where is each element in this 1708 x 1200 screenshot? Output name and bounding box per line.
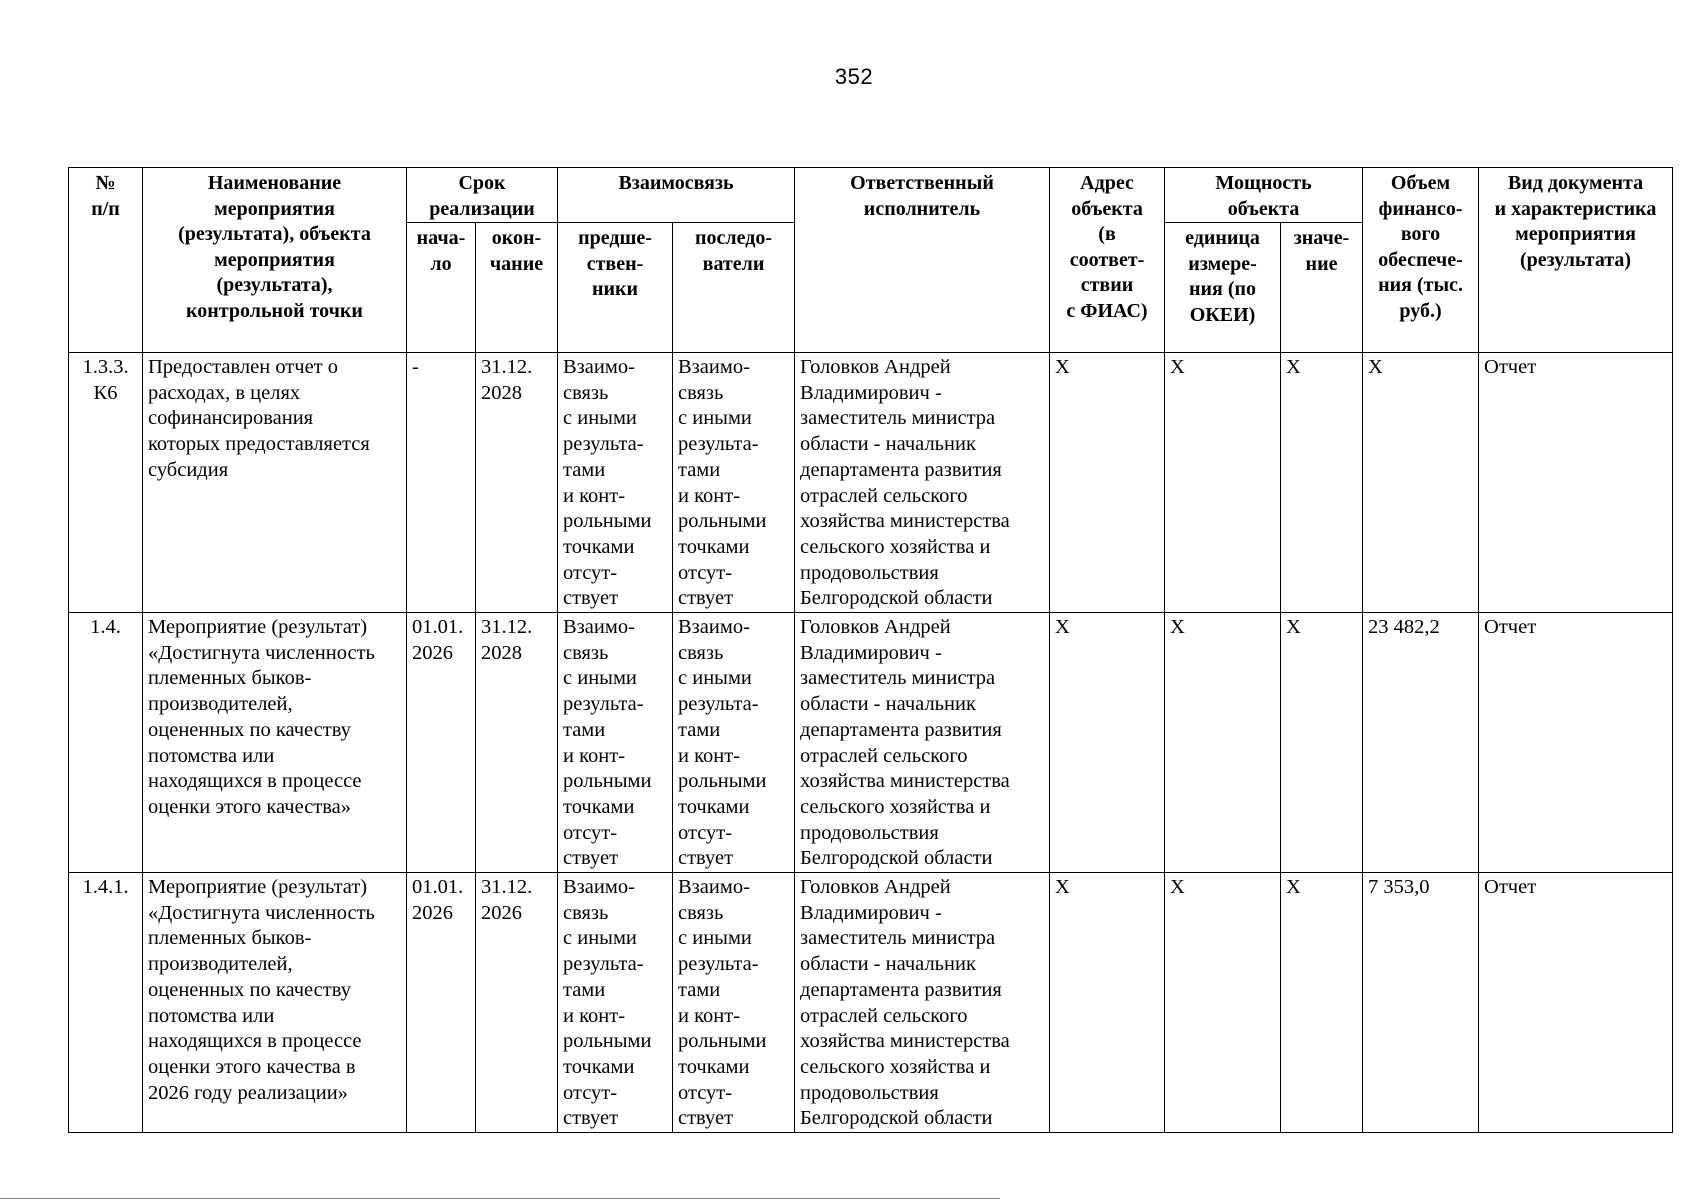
cell-line: которых предоставляется [148,433,370,456]
cell-line: результа- [563,693,644,716]
cell-line: департамента развития [800,458,1002,481]
cell-line: с иными [563,927,637,950]
cell-line: отраслей сельского [800,484,968,507]
cell-line: 31.12. [481,876,533,899]
row-start [407,353,476,613]
header-address [1050,168,1165,353]
cell-line: оцененных по качеству [148,718,351,741]
row-num [69,353,143,613]
cell-line: отсут- [563,561,618,584]
row-doc: Отчет [1479,613,1673,873]
row-num [69,613,143,873]
cell-line: и конт- [563,1004,626,1027]
header-name [143,168,407,353]
cell-line: связь [563,901,609,924]
cell-line: результа- [678,433,759,456]
table-body [69,353,1673,1133]
cell-line: 31.12. [481,616,533,639]
cell-line: мероприятия [1515,223,1636,245]
cell-line: находящихся в процессе [148,770,362,793]
cell-line: последо- [695,227,773,249]
row-end [476,353,558,613]
row-value: X [1281,353,1363,613]
row-address: X [1050,613,1165,873]
cell-line: Головков Андрей [800,876,951,899]
cell-line: Взаимо- [563,876,635,899]
row-address: X [1050,873,1165,1133]
row-value: X [1281,613,1363,873]
cell-line: сельского хозяйства и [800,795,991,818]
cell-line: племенных быков- [148,927,312,950]
cell-line: ния (тыс. [1378,274,1463,296]
cell-line: ники [591,278,639,300]
cell-line: связь [563,641,609,664]
cell-line: ствует [563,1107,619,1130]
header-link-prev [558,223,673,353]
cell-line: Взаимо- [678,616,750,639]
row-unit: X [1165,353,1281,613]
cell-line: потомства или [148,744,275,767]
cell-line: 2026 [412,901,453,924]
row-finance: 7 353,0 [1363,873,1479,1133]
cell-line: Мощность [1215,172,1312,194]
cell-line: объекта [1227,197,1300,220]
row-responsible [795,873,1050,1133]
cell-line: Срок [458,172,506,194]
cell-line: Мероприятие (результат) [148,616,368,639]
cell-line: 2026 [412,641,453,664]
cell-line: ние [1305,252,1338,275]
cell-line: связь [678,901,724,924]
cell-line: окон- [491,227,542,249]
row-responsible [795,613,1050,873]
cell-line: Взаимо- [563,616,635,639]
cell-line: тами [678,978,721,1001]
row-responsible [795,353,1050,613]
cell-line: 2028 [481,381,522,404]
cell-line: с иными [678,667,752,690]
cell-line: 2028 [481,641,522,664]
bottom-rule [0,1198,1000,1199]
cell-line: оцененных по качеству [148,978,351,1001]
cell-line: Ответственный [850,172,994,194]
cell-line: Мероприятие (результат) [148,876,368,899]
cell-line: измере- [1188,252,1257,275]
cell-line: области - начальник [800,433,976,456]
cell-line: 01.01. [412,876,464,899]
cell-line: с ФИАС) [1066,299,1148,322]
cell-line: Объем [1390,172,1451,194]
cell-line: мероприятия [214,248,335,271]
cell-line: нача- [416,227,466,249]
cell-line: результа- [563,433,644,456]
cell-line: ствует [563,847,619,870]
cell-line: 1.4. [90,616,121,639]
cell-line: продовольствия [800,821,939,844]
cell-line: производителей, [148,693,293,716]
cell-line: рольными [678,510,767,533]
header-term [407,168,558,223]
header-term-end [476,223,558,353]
table-header [69,168,1673,353]
row-value: X [1281,873,1363,1133]
cell-line: департамента развития [800,978,1002,1001]
cell-line: отсут- [563,821,618,844]
cell-line: ния (по [1188,278,1257,300]
cell-line: (результата), объекта [178,223,371,245]
cell-line: Владимирович - [800,641,942,664]
row-next [673,353,795,613]
cell-line: 31.12. [481,356,533,378]
header-finance [1363,168,1479,353]
cell-line: точками [563,535,635,558]
cell-line: Владимирович - [800,901,942,924]
cell-line: хозяйства министерства [800,510,1010,533]
cell-line: ствует [678,587,734,610]
cell-line: заместитель министра [800,667,996,690]
row-start [407,613,476,873]
cell-line: К6 [93,381,118,404]
cell-line: рольными [678,1030,767,1053]
cell-line: области - начальник [800,953,976,976]
cell-line: тами [678,718,721,741]
cell-line: п/п [91,197,120,220]
header-link-next [673,223,795,353]
cell-line: и конт- [563,484,626,507]
cell-line: ло [430,252,452,275]
cell-line: рольными [563,510,652,533]
cell-line: производителей, [148,953,293,976]
cell-line: сельского хозяйства и [800,535,991,558]
cell-line: ствует [678,847,734,870]
row-start [407,873,476,1133]
cell-line: ствии [1080,274,1134,296]
cell-line: рольными [563,1030,652,1053]
cell-line: отсут- [678,1081,733,1104]
cell-line: тами [678,458,721,481]
cell-line: Наименование [207,172,342,194]
header-num [69,168,143,353]
cell-line: отсут- [678,561,733,584]
cell-line: и конт- [678,1004,741,1027]
cell-line: связь [678,641,724,664]
cell-line: находящихся в процессе [148,1030,362,1053]
cell-line: и конт- [678,744,741,767]
row-finance: 23 482,2 [1363,613,1479,873]
row-doc: Отчет [1479,353,1673,613]
row-doc: Отчет [1479,873,1673,1133]
cell-line: Белгородской области [800,847,993,870]
cell-line: области - начальник [800,693,976,716]
cell-line: финансо- [1378,197,1463,220]
cell-line: Взаимо- [678,356,750,378]
header-doc-type [1479,168,1673,353]
cell-line: заместитель министра [800,407,996,430]
cell-line: предше- [578,227,652,249]
cell-line: Головков Андрей [800,356,951,378]
table-row [69,353,1673,613]
cell-line: ствует [678,1107,734,1130]
cell-line: племенных быков- [148,667,312,690]
cell-line: (в [1098,223,1116,245]
row-unit: X [1165,873,1281,1133]
cell-line: точками [678,1055,750,1078]
cell-line: рольными [563,770,652,793]
header-capacity [1165,168,1363,223]
row-prev [558,873,673,1133]
cell-line: - [412,356,419,378]
cell-line: 2026 году реализации» [148,1081,348,1104]
cell-line: Владимирович - [800,381,942,404]
cell-line: хозяйства министерства [800,770,1010,793]
cell-line: ствует [563,587,619,610]
cell-line: софинансирования [148,407,314,430]
cell-line: чание [489,252,544,275]
cell-line: ватели [702,252,765,275]
cell-line: и конт- [563,744,626,767]
cell-line: точками [678,535,750,558]
cell-line: Головков Андрей [800,616,951,639]
row-end [476,613,558,873]
row-finance: X [1363,353,1479,613]
cell-line: «Достигнута численность [148,641,375,664]
header-responsible [795,168,1050,353]
row-next [673,613,795,873]
cell-line: рольными [678,770,767,793]
cell-line: тами [563,978,606,1001]
cell-line: отсут- [678,821,733,844]
row-address: X [1050,353,1165,613]
cell-line: № [95,172,116,194]
cell-line: расходах, в целях [148,381,301,404]
cell-line: продовольствия [800,561,939,584]
cell-line: Взаимо- [563,356,635,378]
cell-line: руб.) [1399,299,1442,322]
cell-line: реализации [429,197,535,220]
cell-line: (результата), [216,274,333,296]
cell-line: 01.01. [412,616,464,639]
cell-line: отсут- [563,1081,618,1104]
cell-line: единица [1185,227,1260,249]
cell-line: связь [678,381,724,404]
row-name [143,873,407,1133]
cell-line: отраслей сельского [800,744,968,767]
cell-line: точками [563,1055,635,1078]
cell-line: связь [563,381,609,404]
row-num [69,873,143,1133]
cell-line: Белгородской области [800,1107,993,1130]
cell-line: оценки этого качества» [148,795,352,818]
row-next [673,873,795,1133]
cell-line: с иными [678,927,752,950]
row-prev [558,613,673,873]
cell-line: с иными [563,407,637,430]
table-row [69,613,1673,873]
cell-line: с иными [563,667,637,690]
cell-line: обеспече- [1378,248,1463,271]
header-capacity-unit [1165,223,1281,353]
row-unit: X [1165,613,1281,873]
cell-line: Адрес [1080,172,1134,194]
cell-line: сельского хозяйства и [800,1055,991,1078]
cell-line: и характеристика [1494,197,1657,220]
cell-line: продовольствия [800,1081,939,1104]
row-end [476,873,558,1133]
cell-line: 1.3.3. [82,356,129,378]
cell-line: тами [563,718,606,741]
cell-line: ОКЕИ) [1189,303,1256,326]
cell-line: 1.4.1. [82,876,129,899]
cell-line: субсидия [148,458,229,481]
cell-line: ствен- [586,252,644,275]
cell-line: объекта [1071,197,1143,220]
cell-line: исполнитель [863,197,981,220]
cell-line: точками [563,795,635,818]
row-name [143,613,407,873]
cell-line: Взаимо- [678,876,750,899]
cell-line: мероприятия [214,197,335,220]
cell-line: (результата) [1519,248,1632,271]
cell-line: оценки этого качества в [148,1055,356,1078]
cell-line: хозяйства министерства [800,1030,1010,1053]
cell-line: Белгородской области [800,587,993,610]
page-number: 352 [834,64,874,89]
cell-line: с иными [678,407,752,430]
row-prev [558,353,673,613]
cell-line: департамента развития [800,718,1002,741]
cell-line: вого [1400,223,1441,245]
cell-line: результа- [678,953,759,976]
header-link [558,168,795,223]
cell-line: результа- [678,693,759,716]
cell-line: Предоставлен отчет о [148,356,338,378]
cell-line: тами [563,458,606,481]
cell-line: значе- [1293,227,1350,249]
row-name [143,353,407,613]
header-capacity-value [1281,223,1363,353]
cell-line: отраслей сельского [800,1004,968,1027]
cell-line: «Достигнута численность [148,901,375,924]
table-row [69,873,1673,1133]
cell-line: Вид документа [1507,172,1644,194]
cell-line: заместитель министра [800,927,996,950]
cell-line: 2026 [481,901,522,924]
cell-line: потомства или [148,1004,275,1027]
cell-line: соответ- [1069,248,1145,271]
cell-line: точками [678,795,750,818]
cell-line: результа- [563,953,644,976]
header-term-start [407,223,476,353]
cell-line: Взаимосвязь [618,172,734,194]
cell-line: контрольной точки [186,299,363,322]
events-table [68,167,1673,1133]
cell-line: и конт- [678,484,741,507]
